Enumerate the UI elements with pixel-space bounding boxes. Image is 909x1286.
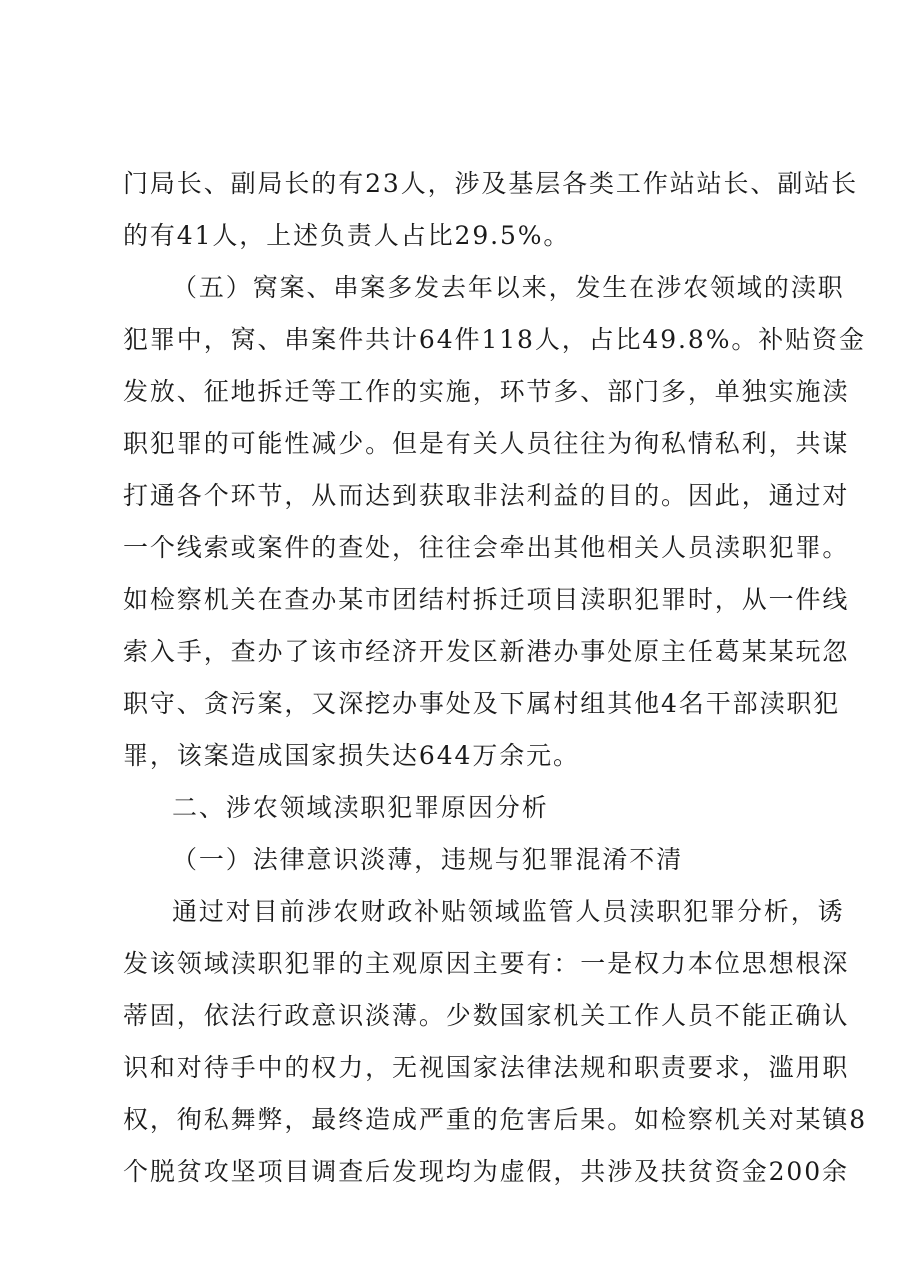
- text-line: 门局长、副局长的有23人，涉及基层各类工作站站长、副站长: [123, 169, 859, 198]
- text-line: 发放、征地拆迁等工作的实施，环节多、部门多，单独实施渎: [123, 377, 850, 406]
- text-line: 犯罪中，窝、串案件共计64件118人，占比49.8%。补贴资金: [123, 325, 866, 354]
- text-line: 个脱贫攻坚项目调查后发现均为虚假，共涉及扶贫资金200余: [123, 1157, 849, 1186]
- section-heading-5: （五）窝案、串案多发去年以来，发生在涉农领域的渎职: [172, 273, 845, 302]
- text-line: 一个线索或案件的查处，往往会牵出其他相关人员渎职犯罪。: [123, 533, 850, 562]
- text-line: 如检察机关在查办某市团结村拆迁项目渎职犯罪时，从一件线: [123, 585, 850, 614]
- text-line: 索入手，查办了该市经济开发区新港办事处原主任葛某某玩忽: [123, 637, 850, 666]
- text-line: 权，徇私舞弊，最终造成严重的危害后果。如检察机关对某镇8: [123, 1105, 868, 1134]
- chapter-heading-2: 二、涉农领域渎职犯罪原因分析: [172, 793, 549, 822]
- text-line: 识和对待手中的权力，无视国家法律法规和职责要求，滥用职: [123, 1053, 850, 1082]
- text-line: 的有41人，上述负责人占比29.5%。: [123, 221, 571, 250]
- text-line: 发该领域渎职犯罪的主观原因主要有：一是权力本位思想根深: [123, 949, 850, 978]
- text-line: 职守、贪污案，又深挖办事处及下属村组其他4名干部渎职犯: [123, 689, 841, 718]
- text-line: 打通各个环节，从而达到获取非法利益的目的。因此，通过对: [123, 481, 850, 510]
- text-line: 罪，该案造成国家损失达644万余元。: [123, 741, 580, 770]
- section-heading-1: （一）法律意识淡薄，违规与犯罪混淆不清: [172, 845, 684, 874]
- text-line: 职犯罪的可能性减少。但是有关人员往往为徇私情私利，共谋: [123, 429, 850, 458]
- text-line: 蒂固，依法行政意识淡薄。少数国家机关工作人员不能正确认: [123, 1001, 850, 1030]
- paragraph-start: 通过对目前涉农财政补贴领域监管人员渎职犯罪分析，诱: [172, 897, 845, 926]
